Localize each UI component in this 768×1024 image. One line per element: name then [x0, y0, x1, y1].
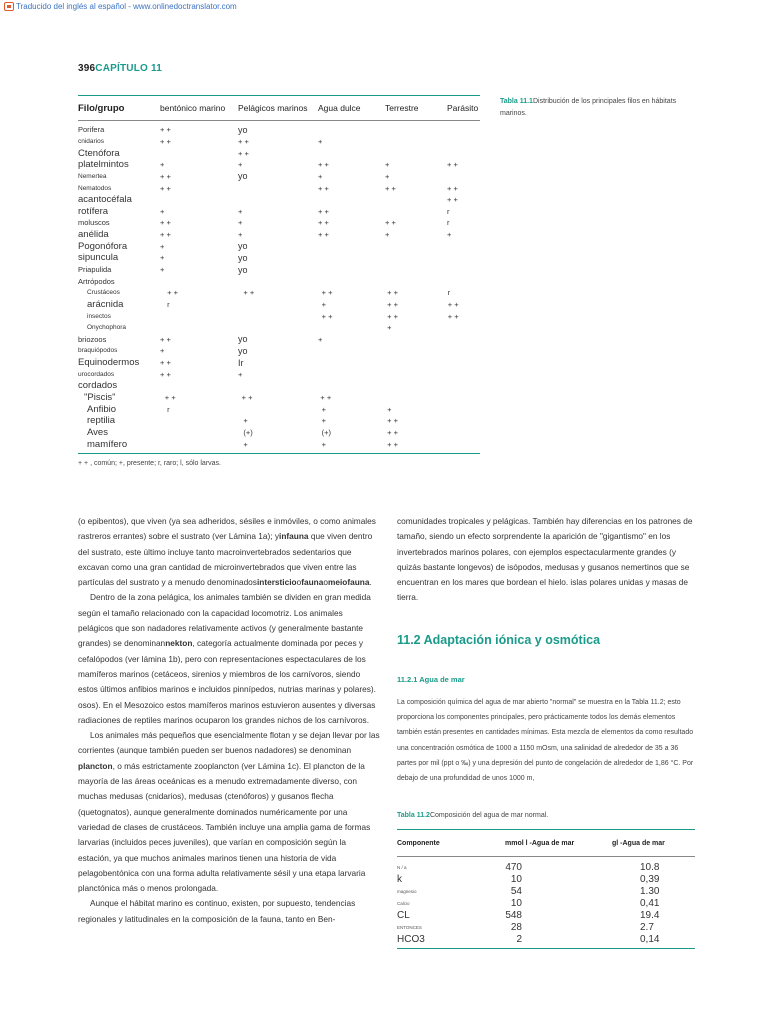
value-cell: + +: [318, 230, 329, 240]
text-run: , categoría actualmente dominada por peces y cefalópodos (ver lámina 1b), pero con representaciones espectaculares de los mamíferos marinos (cetáceos, sirenios y miembros de los carnívoros, siendo estos últimos anfibios marinos e incluidos pinnípedos, nutrias marinas y polares). osos). En el Mesozoico estos mamíferos marinos estuvieron ausentes y diversas radiaciones de reptiles marinos ocuparon los grandes nichos de los carnívoros.: [78, 638, 376, 725]
phylum-cell: Aves: [87, 426, 108, 438]
table-body: [78, 121, 480, 450]
value-cell: +: [321, 404, 327, 414]
value-cell: + +: [387, 416, 398, 426]
value-cell: +: [160, 253, 165, 263]
phylum-cell: briozoos: [78, 334, 107, 344]
table-row: [78, 275, 480, 287]
value-cell: + +: [321, 311, 333, 321]
header-cell: mmol l -Agua de mar: [505, 839, 575, 847]
table-row: [78, 380, 480, 392]
text-run: o: [323, 577, 328, 588]
paragraph: [78, 514, 380, 590]
value-cell: yo: [238, 241, 248, 252]
value-cell: +: [321, 299, 327, 309]
header-cell: Agua dulce: [318, 103, 361, 113]
table-row: [78, 171, 480, 183]
phylum-cell: braquiópodos: [78, 347, 118, 355]
component-cell: magnesio: [397, 888, 417, 894]
table-row: [78, 240, 480, 252]
value-cell: (+): [321, 427, 331, 437]
table-rule: [397, 948, 695, 949]
value-cell: + +: [160, 230, 171, 240]
value-cell: + +: [318, 183, 329, 193]
phylum-cell: Porifera: [78, 125, 105, 135]
page-number: 396: [78, 63, 96, 74]
table-11-1-caption: [500, 96, 680, 120]
phylum-cell: cordados: [78, 380, 118, 392]
value-cell: + +: [160, 369, 171, 379]
table-footnote: + + , común; +, presente; r, raro; l, sólo larvas.: [78, 459, 221, 467]
term-intersticio: intersticio: [256, 577, 297, 588]
component-cell: N / a: [397, 864, 407, 870]
value-cell: +: [160, 346, 165, 356]
table-row: [78, 205, 480, 217]
table-row: [78, 287, 480, 299]
text-run: , o más estrictamente zooplancton (ver Lámina 1c). El plancton de la mayoría de las áreas oceánicas es a menudo extremadamente diverso, con muchas medusas (cnidarios), medusas (ctenóforos) y gusanos flecha (quetognatos), aunque generalmente dominados numéricamente por una variedad de clases de crustáceos. También incluye una amplia gama de formas larvarias (incluidos peces juveniles), que varían en composición según la estación, ya que muchos animales marinos tienen una historia de vida pelagobentónica con una forma adulta relativamente sésil y una etapa larvaria planctónica más o menos prolongada.: [78, 760, 371, 894]
value-cell: +: [160, 206, 165, 216]
phylum-cell: urocordados: [78, 370, 115, 378]
table-row: [397, 861, 695, 873]
value-cell: +: [321, 439, 327, 449]
value-cell: +: [238, 218, 243, 228]
phylum-cell: cnidarios: [78, 137, 105, 145]
table-row: [397, 897, 695, 909]
table-row: [78, 357, 480, 369]
value-cell: r: [447, 288, 451, 298]
value-cell: +: [385, 160, 390, 170]
table-row: [397, 921, 695, 933]
value-cell: + +: [167, 288, 179, 298]
value-cell: (+): [243, 427, 253, 437]
value-cell: 10: [510, 897, 522, 909]
phylum-cell: sipuncula: [78, 252, 119, 264]
value-cell: yo: [238, 334, 248, 345]
value-cell: 0,39: [640, 873, 660, 885]
table-row: [78, 368, 480, 380]
value-cell: + +: [160, 171, 171, 181]
table-row: [78, 229, 480, 241]
table-row: [78, 182, 480, 194]
phylum-cell: Crustáceos: [87, 289, 120, 297]
paragraph: [78, 590, 380, 728]
value-cell: + +: [320, 393, 332, 403]
value-cell: r: [167, 299, 170, 309]
table-header-row: [78, 96, 480, 120]
value-cell: +: [160, 160, 165, 170]
value-cell: + +: [160, 125, 171, 135]
value-cell: +: [238, 230, 243, 240]
table-row: [78, 194, 480, 206]
value-cell: + +: [164, 393, 176, 403]
translator-logo-icon: [4, 2, 14, 11]
value-cell: Ir: [238, 357, 244, 368]
value-cell: + +: [447, 311, 459, 321]
table-row: [78, 264, 480, 276]
caption-label: Tabla 11.2: [397, 812, 430, 819]
table-11-2-caption: [397, 812, 548, 819]
value-cell: + +: [387, 439, 398, 449]
table-row: [78, 147, 480, 159]
section-title: 11.2 Adaptación iónica y osmótica: [397, 633, 601, 647]
paragraph: La composición química del agua de mar abierto "normal" se muestra en la Tabla 11.2; esto proporciona los componentes principales, pero prácticamente todos los demás elementos también están presentes en cantidades mínimas. Esta mezcla de elementos da como resultado una concentración osmótica de 1000 a 1150 mOsm, una salinidad de alrededor de 35 a 36 partes por mil (ppt o ‰) y una depresión del punto de congelación de alrededor de 1,86 °C. Por debajo de una profundidad de unos 1000 m,: [397, 699, 694, 783]
value-cell: + +: [238, 136, 249, 146]
text-run: (o epibentos), que viven (ya sea adheridos, sésiles e inmóviles, o como animales rastreros errantes) sobre el sustrato (ver Lámina 1a); y: [78, 516, 376, 542]
value-cell: +: [387, 323, 392, 333]
phylum-cell: Nemertea: [78, 172, 107, 180]
value-cell: +: [243, 416, 248, 426]
header-cell: Componente: [397, 839, 440, 847]
value-cell: yo: [238, 345, 248, 356]
component-cell: Calcio: [397, 900, 410, 906]
value-cell: +: [387, 404, 392, 414]
value-cell: + +: [321, 288, 333, 298]
value-cell: +: [447, 230, 452, 240]
table-row: [78, 438, 480, 450]
value-cell: +: [238, 369, 243, 379]
chapter-title: CAPÍTULO 11: [95, 63, 162, 74]
value-cell: + +: [385, 218, 396, 228]
header-cell: Terrestre: [385, 103, 419, 113]
value-cell: 28: [510, 921, 522, 933]
caption-text: Composición del agua de mar normal.: [429, 812, 549, 819]
value-cell: 19.4: [640, 909, 660, 921]
table-row: [78, 415, 480, 427]
phylum-cell: reptilia: [87, 415, 115, 427]
value-cell: + +: [238, 148, 249, 158]
value-cell: 2.7: [640, 921, 654, 933]
value-cell: yo: [238, 264, 248, 275]
table-row: [78, 392, 480, 404]
value-cell: +: [160, 241, 165, 251]
paragraph: [78, 728, 380, 896]
value-cell: + +: [447, 160, 458, 170]
value-cell: + +: [385, 183, 396, 193]
value-cell: + +: [318, 206, 329, 216]
table-row: [78, 322, 480, 334]
value-cell: + +: [387, 288, 398, 298]
term-nekton: nekton: [165, 638, 193, 649]
phylum-cell: anélida: [78, 229, 109, 241]
header-cell: Filo/grupo: [78, 102, 125, 114]
component-cell: CL: [397, 909, 410, 921]
value-cell: + +: [447, 195, 458, 205]
header-cell: Parásito: [447, 103, 479, 113]
value-cell: + +: [447, 183, 458, 193]
value-cell: + +: [387, 299, 398, 309]
value-cell: r: [167, 404, 170, 414]
phylum-cell: Onychophora: [87, 324, 127, 332]
value-cell: 2: [516, 933, 522, 945]
phylum-cell: mamífero: [87, 438, 128, 450]
left-column: [78, 514, 380, 927]
text-run: Los animales más pequeños que esencialmente flotan y se dejan llevar por las corrientes (aunque también pueden ser buenos nadadores) se denominan: [78, 730, 380, 756]
paragraph: comunidades tropicales y pelágicas. También hay diferencias en los patrones de tamaño, siendo un efecto sorprendente la aparición de "gigantismo" en los invertebrados marinos polares, con ejemplos espectacularmente grandes (y quizás bastante longevos) de isópodos, medusas y gusanos nemertinos que se encuentran en los mares que bordean el hielo. islas polares unidas y masas de tierra.: [397, 516, 693, 603]
caption-label: Tabla 11.1: [500, 98, 533, 105]
value-cell: +: [238, 206, 243, 216]
table-row: [397, 873, 695, 885]
term-fauna: fauna: [301, 577, 324, 588]
value-cell: 548: [505, 909, 522, 921]
table-row: [78, 217, 480, 229]
phylum-cell: Ctenófora: [78, 147, 120, 159]
table-row: [78, 252, 480, 264]
value-cell: yo: [238, 124, 248, 135]
value-cell: 1.30: [640, 885, 660, 897]
phylum-cell: Equinodermos: [78, 357, 140, 369]
table-row: [78, 136, 480, 148]
component-cell: ENTONCES: [397, 924, 422, 930]
banner-text[interactable]: Traducido del inglés al español - www.onlinedoctranslator.com: [16, 1, 237, 11]
table-11-1: [78, 95, 480, 467]
table-body: [397, 857, 695, 945]
text-run: o: [296, 577, 302, 588]
translation-banner[interactable]: [4, 0, 237, 12]
value-cell: + +: [387, 311, 398, 321]
value-cell: + +: [243, 288, 255, 298]
value-cell: + +: [160, 218, 171, 228]
value-cell: + +: [387, 427, 398, 437]
table-row: [78, 299, 480, 311]
text-run: Dentro de la zona pelágica, los animales también se dividen en gran medida según el tamaño relacionado con la capacidad locomotriz. Los animales pelágicos que son nadadores relativamente activos (y generalmente bastante grandes) se denominan: [78, 592, 371, 649]
phylum-cell: Pogonófora: [78, 240, 128, 252]
value-cell: 470: [505, 861, 522, 873]
table-header-row: [397, 830, 695, 856]
phylum-cell: Nematodos: [78, 184, 112, 192]
value-cell: + +: [241, 393, 253, 403]
phylum-cell: platelmintos: [78, 159, 129, 171]
table-row: [397, 909, 695, 921]
value-cell: +: [385, 171, 390, 181]
value-cell: 10.8: [640, 861, 660, 873]
component-cell: HCO3: [397, 933, 425, 945]
value-cell: +: [318, 136, 323, 146]
table-row: [78, 427, 480, 439]
phylum-cell: Priapulida: [78, 265, 112, 274]
table-row: [78, 345, 480, 357]
caption-text: Distribución de los principales filos en hábitats marinos.: [500, 98, 677, 117]
value-cell: +: [243, 439, 248, 449]
value-cell: + +: [160, 136, 171, 146]
table-row: [78, 124, 480, 136]
phylum-cell: Anfibio: [87, 403, 117, 415]
text-run: .: [369, 577, 372, 588]
header-cell: Pelágicos marinos: [238, 103, 308, 113]
header-cell: gl -Agua de mar: [612, 839, 665, 847]
phylum-cell: rotífera: [78, 205, 109, 217]
value-cell: + +: [447, 299, 459, 309]
term-plancton: plancton: [78, 760, 113, 771]
value-cell: +: [318, 171, 323, 181]
table-row: [78, 334, 480, 346]
table-row: [397, 933, 695, 945]
table-11-2: [397, 829, 695, 949]
value-cell: yo: [238, 171, 248, 182]
value-cell: +: [321, 416, 327, 426]
phylum-cell: Artrópodos: [78, 276, 115, 286]
phylum-cell: moluscos: [78, 218, 110, 228]
value-cell: + +: [318, 160, 329, 170]
value-cell: +: [318, 334, 323, 344]
value-cell: 0,14: [640, 933, 660, 945]
table-row: [78, 310, 480, 322]
value-cell: 0,41: [640, 897, 660, 909]
value-cell: 10: [510, 873, 522, 885]
subsection-title: 11.2.1 Agua de mar: [397, 675, 465, 684]
value-cell: +: [160, 265, 165, 274]
value-cell: r: [447, 218, 450, 228]
phylum-cell: acantocéfala: [78, 194, 132, 206]
term-meiofauna: meiofauna: [328, 577, 370, 588]
header-cell: bentónico marino: [160, 103, 226, 113]
right-column-top: [397, 514, 697, 606]
value-cell: + +: [318, 218, 329, 228]
value-cell: + +: [160, 358, 171, 368]
paragraph: Aunque el hábitat marino es continuo, existen, por supuesto, tendencias regionales y latitudinales en la composición de la fauna, tanto en Ben-: [78, 898, 356, 924]
table-row: [397, 885, 695, 897]
value-cell: 54: [510, 885, 522, 897]
page-header: [78, 63, 162, 74]
term-infauna: infauna: [279, 531, 309, 542]
text-run: que viven dentro del sustrato, este último incluye tanto macroinvertebrados sedentarios que excavan como una gran cantidad de microinvertebrados que viven entre las partículas del sustrato y a menudo denominados: [78, 531, 373, 588]
table-row: [78, 159, 480, 171]
table-row: [78, 403, 480, 415]
value-cell: +: [385, 230, 390, 240]
phylum-cell: "Piscis": [84, 392, 116, 404]
value-cell: yo: [238, 252, 248, 263]
value-cell: +: [238, 160, 243, 170]
phylum-cell: arácnida: [87, 298, 124, 310]
value-cell: r: [447, 206, 450, 216]
value-cell: + +: [160, 183, 171, 193]
value-cell: + +: [160, 334, 171, 344]
table-rule: [78, 453, 480, 454]
phylum-cell: insectos: [87, 312, 111, 320]
component-cell: k: [397, 873, 402, 885]
